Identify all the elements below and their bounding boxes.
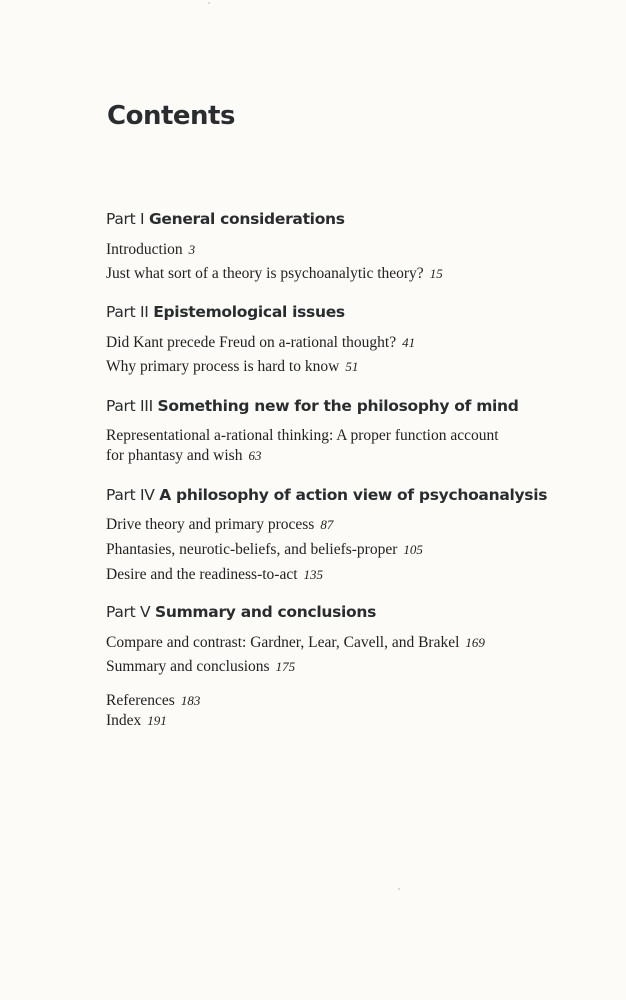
page-number: 51 [345, 359, 359, 374]
part-name: A philosophy of action view of psychoanalysis [159, 486, 548, 504]
chapter-title: Compare and contrast: Gardner, Lear, Cavell, and Brakel [106, 634, 460, 651]
page-speck [208, 2, 210, 4]
chapter-title: Did Kant precede Freud on a-rational thought? [106, 334, 397, 351]
page-title: Contents [107, 101, 235, 131]
page-number: 105 [403, 542, 423, 557]
chapter-title: Introduction [106, 241, 183, 258]
page-number: 15 [429, 266, 443, 281]
part-heading [106, 303, 345, 321]
page-number: 135 [303, 567, 324, 582]
part-heading [106, 486, 547, 504]
chapter-title: Just what sort of a theory is psychoanalytic theory? [106, 265, 424, 282]
part-label: Part I [106, 210, 145, 228]
part-label: Part V [106, 603, 151, 621]
part-label: Part III [106, 397, 153, 415]
chapter-title-continued: for phantasy and wish [106, 447, 243, 464]
part-heading [106, 603, 376, 621]
backmatter-title: References [106, 692, 175, 709]
page-number: 63 [248, 448, 262, 463]
page-number: 169 [465, 635, 485, 650]
chapter-title: Phantasies, neurotic-beliefs, and beliefs-proper [106, 541, 398, 558]
part-label: Part IV [106, 486, 155, 504]
page-number: 175 [275, 659, 296, 674]
page-number: 41 [402, 335, 416, 350]
part-name: Epistemological issues [153, 303, 345, 321]
chapter-title: Why primary process is hard to know [106, 358, 340, 375]
chapter-title: Summary and conclusions [106, 658, 270, 675]
chapter-title: Drive theory and primary process [106, 516, 315, 533]
part-name: Summary and conclusions [154, 603, 377, 621]
page-number: 3 [188, 242, 196, 257]
chapter-title: Desire and the readiness-to-act [106, 566, 298, 583]
part-name: Something new for the philosophy of mind [157, 397, 519, 415]
page-number: 87 [320, 517, 334, 532]
part-heading [106, 210, 345, 228]
part-label: Part II [106, 303, 149, 321]
part-heading [106, 397, 519, 415]
page-number: 191 [147, 713, 167, 728]
page-speck [398, 888, 400, 890]
part-name: General considerations [148, 210, 345, 228]
chapter-title: Representational a-rational thinking: A proper function account [106, 427, 499, 444]
backmatter-title: Index [106, 712, 142, 729]
page-number: 183 [180, 693, 201, 708]
